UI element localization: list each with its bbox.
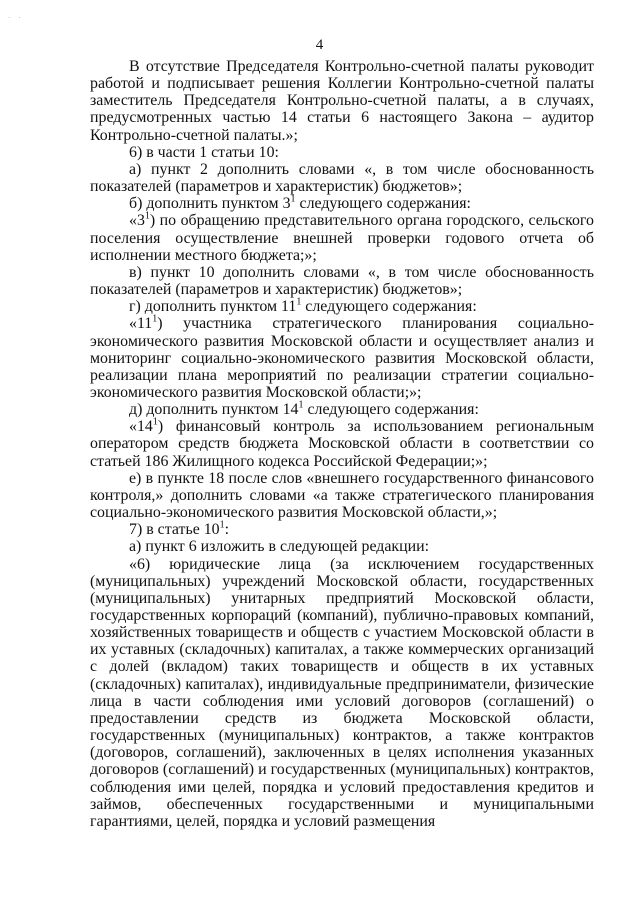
text-run: ) участника стратегического планирования социально-экономического развития Московской области и осуществляет анализ и мониторинг социально-экономического развития Московской области, реализации плана мероприятий по реализации стратегии социально-экономического развития Московской области;»; — [90, 315, 594, 401]
text-run: «14 — [129, 418, 153, 436]
superscript: 1 — [152, 416, 158, 428]
text-run: а) пункт 2 дополнить словами «, в том числе обоснованность показателей (параметров и характеристик) бюджетов»; — [90, 160, 594, 196]
paragraph — [90, 161, 594, 195]
text-run: 6) в части 1 статьи 10: — [129, 143, 279, 161]
text-run: следующего содержания: — [295, 195, 471, 213]
paragraph — [90, 144, 594, 161]
text-run: в) пункт 10 дополнить словами «, в том числе обоснованность показателей (параметров и характеристик) бюджетов»; — [90, 263, 594, 299]
paragraph — [90, 264, 594, 298]
paragraph — [90, 195, 594, 212]
text-run: «11 — [129, 315, 153, 333]
superscript: 1 — [298, 399, 304, 411]
text-run: : — [224, 521, 230, 539]
superscript: 1 — [219, 519, 225, 531]
paragraph — [90, 418, 594, 469]
paragraph — [90, 315, 594, 401]
paragraph — [90, 298, 594, 315]
text-run: В отсутствие Председателя Контрольно-счетной палаты руководит работой и подписывает решения Коллегии Контрольно-счетной палаты заместитель Председателя Контрольно-счетной палаты, а в случаях, предусмотренных частью 14 статьи 6 настоящего Закона – аудитор Контрольно-счетной палаты.»; — [90, 58, 594, 144]
paragraph — [90, 556, 594, 831]
paragraph — [90, 538, 594, 555]
text-run: а) пункт 6 изложить в следующей редакции: — [129, 538, 430, 556]
text-run: д) дополнить пунктом 14 — [129, 401, 299, 419]
text-run: следующего содержания: — [303, 401, 479, 419]
paragraph — [90, 521, 594, 538]
paragraph — [90, 58, 594, 144]
text-run: 7) в статье 10 — [129, 521, 220, 539]
text-run: следующего содержания: — [301, 298, 477, 316]
corner-mark: · · — [8, 14, 24, 22]
text-run: «3 — [129, 212, 145, 230]
text-run: е) в пункте 18 после слов «внешнего государственного финансового контроля,» дополнить словами «а также стратегического планирования социально-экономического развития Московской области,»; — [90, 469, 594, 522]
superscript: 1 — [296, 296, 302, 308]
text-run: «6) юридические лица (за исключением государственных (муниципальных) учреждений Московской области, государственных (муниципальных) унитарных предприятий Московской области, государственных корпораций (компаний), публично-правовых компаний, хозяйственных товариществ и обществ с участием Московской области в их уставных (складочных) капиталах, а также коммерческих организаций с долей (вкладом) таких товариществ и обществ в их уставных (складочных) капиталах), индивидуальные предприниматели, физические лица в части соблюдения ими условий договоров (соглашений) о предоставлении средств из бюджета Московской области, государственных (муниципальных) контрактов, а также контрактов (договоров, соглашений), заключенных в целях исполнения указанных договоров (соглашений) и государственных (муниципальных) контрактов, соблюдения ими целей, порядка и условий предоставления кредитов и займов, обеспеченных государственными и муниципальными гарантиями, целей, порядка и условий размещения — [90, 555, 594, 830]
paragraph — [90, 470, 594, 521]
superscript: 1 — [144, 211, 150, 223]
body-text — [90, 58, 594, 830]
paragraph — [90, 212, 594, 263]
paragraph — [90, 401, 594, 418]
text-run: ) финансовый контроль за использованием региональным оператором средств бюджета Московской области в соответствии со статьей 186 Жилищного кодекса Российской Федерации;»; — [90, 418, 594, 470]
superscript: 1 — [290, 193, 296, 205]
text-run: б) дополнить пунктом 3 — [129, 195, 291, 213]
text-run: г) дополнить пунктом 11 — [129, 298, 297, 316]
page-number: 4 — [315, 37, 324, 53]
text-run: ) по обращению представительного органа городского, сельского поселения осуществление внешней проверки годового отчета об исполнении местного бюджета;»; — [90, 212, 594, 264]
superscript: 1 — [152, 314, 158, 326]
